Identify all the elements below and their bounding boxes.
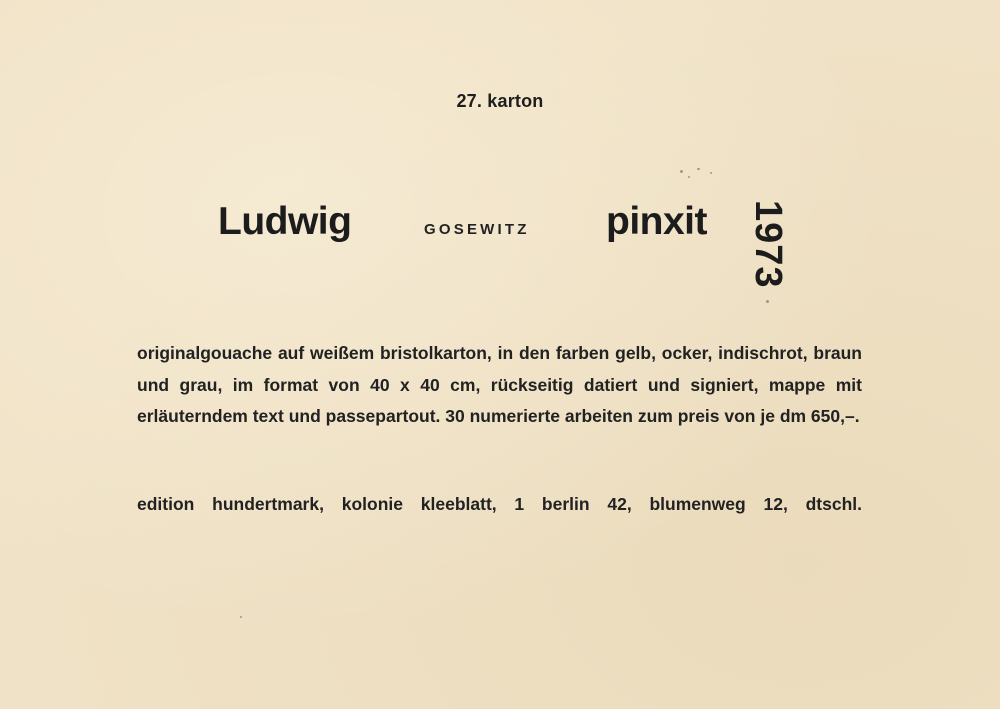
paper-speck (680, 170, 683, 173)
series-label: 27. karton (456, 91, 544, 111)
paper-speck (240, 616, 242, 618)
paper-speck (688, 176, 690, 178)
pinxit-word: pinxit (606, 200, 707, 243)
description-paragraph: originalgouache auf weißem bristolkarton, in den farben gelb, ocker, indischrot, braun und grau, im format von 40 x 40 cm, rückseitig datiert und signiert, mappe mit erläuterndem text und passepartout. 30 numerierte arbeiten zum preis von je dm 650,–. (137, 343, 862, 426)
paper-speck (766, 300, 769, 303)
year-rotated: 1973 (747, 200, 789, 289)
artist-first-name: Ludwig (218, 200, 352, 243)
paper-speck (697, 168, 700, 170)
publisher-imprint: edition hundertmark, kolonie kleeblatt, 1 berlin 42, blumenweg 12, dtschl. (137, 494, 862, 514)
paper-speck (710, 172, 712, 174)
artist-last-name: GOSEWITZ (424, 221, 530, 238)
